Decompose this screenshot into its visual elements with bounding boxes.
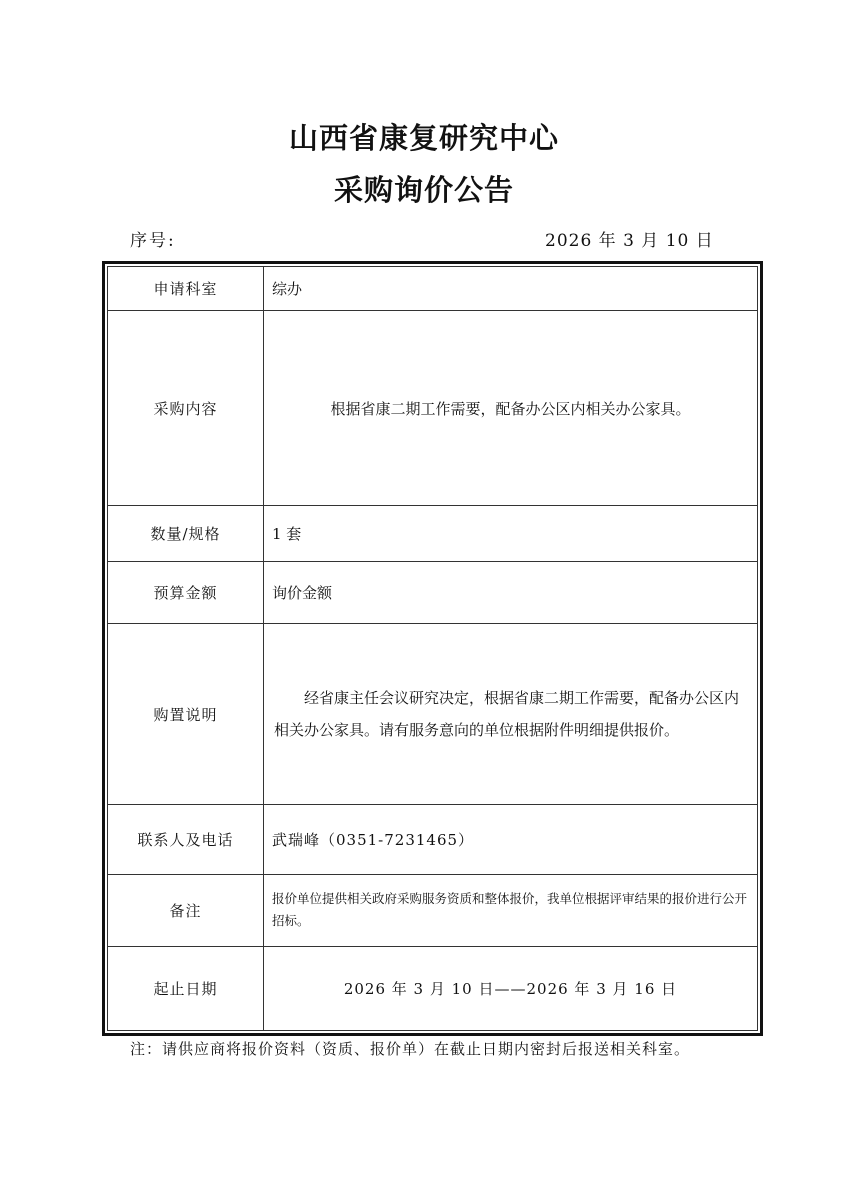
row-value-budget: 询价金额 (264, 562, 758, 624)
row-label-period: 起止日期 (108, 946, 264, 1030)
row-value-description (264, 624, 758, 805)
row-value-period: 2026 年 3 月 10 日——2026 年 3 月 16 日 (264, 946, 758, 1030)
row-label-description: 购置说明 (108, 624, 264, 805)
table-row (108, 946, 758, 1030)
row-label-department: 申请科室 (108, 267, 264, 311)
document-title: 采购询价公告 (333, 173, 514, 207)
table-row (108, 624, 758, 805)
table-row (108, 311, 758, 506)
row-value-department: 综办 (264, 267, 758, 311)
footer-note: 注：请供应商将报价资料（资质、报价单）在截止日期内密封后报送相关科室。 (130, 1040, 691, 1058)
organization-title: 山西省康复研究中心 (288, 121, 559, 155)
table-row (108, 875, 758, 946)
row-value-quantity: 1 套 (264, 505, 758, 561)
table-row (108, 267, 758, 311)
row-label-contact: 联系人及电话 (108, 805, 264, 875)
inquiry-table (107, 266, 758, 1031)
row-label-quantity: 数量/规格 (108, 505, 264, 561)
row-label-content: 采购内容 (108, 311, 264, 506)
row-value-contact: 武瑞峰（0351-7231465） (264, 805, 758, 875)
inquiry-form (102, 261, 763, 1036)
table-row (108, 562, 758, 624)
table-row (108, 805, 758, 875)
table-row (108, 505, 758, 561)
row-value-remarks: 报价单位提供相关政府采购服务资质和整体报价，我单位根据评审结果的报价进行公开招标。 (264, 875, 758, 946)
row-value-content: 根据省康二期工作需要，配备办公区内相关办公家具。 (264, 311, 758, 506)
description-text: 经省康主任会议研究决定，根据省康二期工作需要，配备办公区内相关办公家具。请有服务意向的单位根据附件明细提供报价。 (274, 689, 740, 740)
row-label-remarks: 备注 (108, 875, 264, 946)
row-label-budget: 预算金额 (108, 562, 264, 624)
serial-number-label: 序号: (130, 231, 176, 251)
announcement-date: 2026 年 3 月 10 日 (545, 231, 714, 251)
